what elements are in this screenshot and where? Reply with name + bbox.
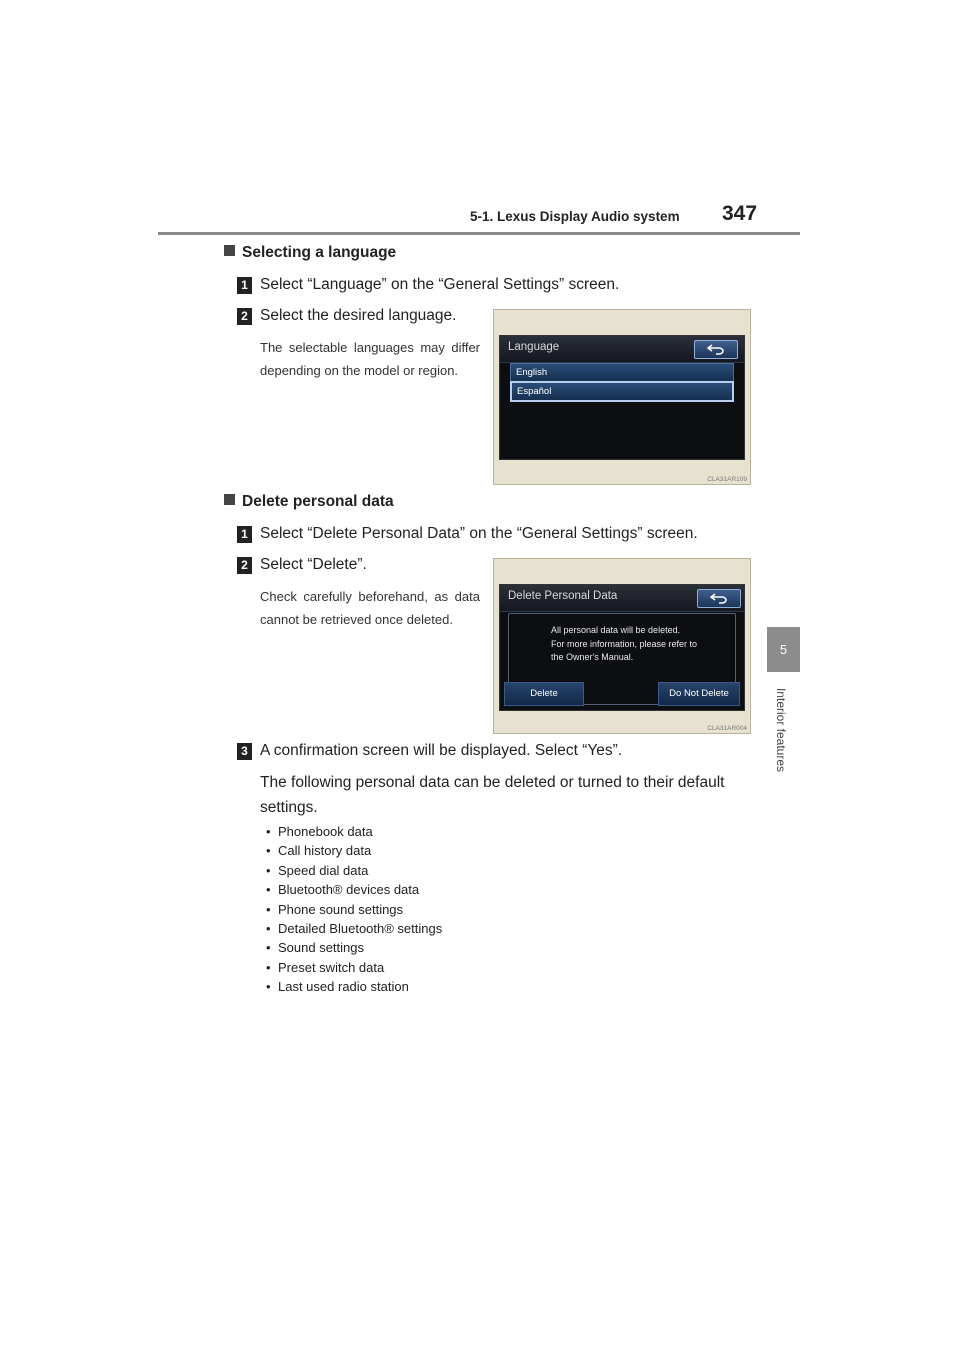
figure-code: CLA31AR109 — [707, 476, 747, 483]
section-heading-language: Selecting a language — [224, 244, 396, 262]
list-item: • Phone sound settings — [266, 901, 404, 917]
list-item: • Phonebook data — [266, 824, 373, 839]
step-note: The selectable languages may differ depending on the model or region. — [260, 340, 480, 378]
step-text: Select the desired language. — [260, 307, 457, 324]
page-number: 347 — [722, 202, 758, 225]
display-screen — [499, 584, 745, 711]
language-option-espanol[interactable]: Español — [510, 381, 734, 402]
running-header: 5-1. Lexus Display Audio system — [470, 209, 680, 224]
list-item: • Bluetooth® devices data — [266, 882, 420, 898]
step-text: A confirmation screen will be displayed. Select “Yes”. — [260, 742, 623, 759]
language-screenshot — [493, 309, 751, 485]
step-badge: 1 — [237, 526, 252, 543]
do-not-delete-button[interactable]: Do Not Delete — [658, 682, 740, 706]
message-text: All personal data will be deleted. For more information, please refer to the Owner's Manual. — [551, 625, 698, 662]
list-item: • Detailed Bluetooth® settings — [266, 920, 443, 936]
personal-data-list — [266, 822, 442, 997]
display-screen — [499, 335, 745, 460]
chapter-tab — [767, 627, 800, 672]
step-badge: 2 — [237, 308, 252, 325]
screen-title: Delete Personal Data — [508, 590, 618, 602]
back-button[interactable] — [697, 589, 741, 608]
list-item: • Sound settings — [266, 940, 365, 956]
screen-title: Language — [508, 341, 560, 353]
list-item: • Speed dial data — [266, 862, 369, 878]
step-text: Select “Delete Personal Data” on the “General Settings” screen. — [260, 525, 698, 542]
list-item: • Last used radio station — [266, 979, 409, 995]
back-arrow-icon — [710, 592, 728, 604]
step-note: Check carefully beforehand, as data cannot be retrieved once deleted. — [260, 589, 480, 627]
list-item: • Preset switch data — [266, 959, 385, 975]
delete-button[interactable]: Delete — [504, 682, 584, 706]
step-badge: 3 — [237, 743, 252, 760]
language-option-english[interactable]: English — [510, 363, 734, 382]
body-paragraph: The following personal data can be deleted or turned to their default settings. — [260, 774, 725, 816]
section-heading-delete: Delete personal data — [224, 493, 394, 511]
header-rule — [158, 232, 800, 235]
back-button[interactable] — [694, 340, 738, 359]
figure-code: CLA31AR004 — [707, 725, 747, 732]
chapter-number: 5 — [779, 642, 788, 657]
step-badge: 2 — [237, 557, 252, 574]
screen-title-bar — [500, 585, 744, 612]
step-text: Select “Delete”. — [260, 556, 367, 573]
back-arrow-icon — [707, 343, 725, 355]
square-bullet-icon — [224, 245, 235, 256]
chapter-label: Interior features — [774, 687, 788, 773]
list-item: • Call history data — [266, 843, 372, 859]
square-bullet-icon — [224, 494, 235, 505]
delete-data-screenshot — [493, 558, 751, 734]
screen-title-bar — [500, 336, 744, 363]
step-text: Select “Language” on the “General Settings” screen. — [260, 276, 620, 293]
step-badge: 1 — [237, 277, 252, 294]
